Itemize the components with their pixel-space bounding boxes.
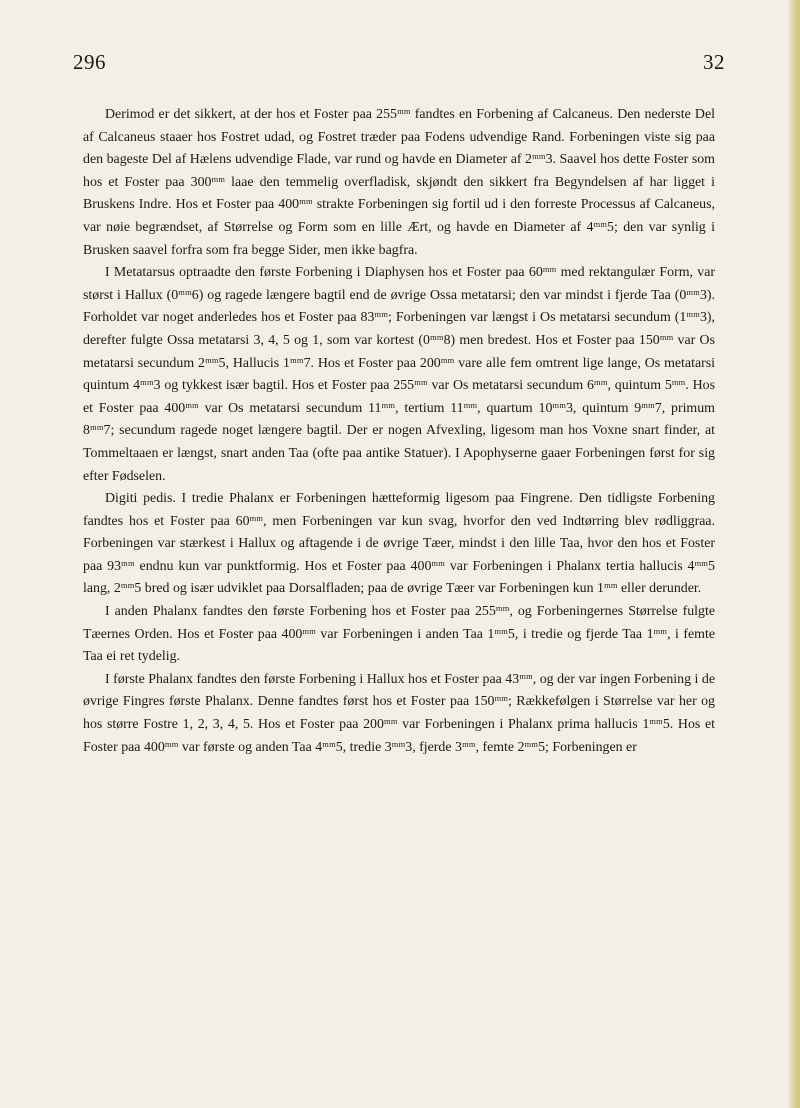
- paragraph-calcaneus: Derimod er det sikkert, at der hos et Foster paa 255ᵐᵐ fandtes en Forbening af Calcaneus. Den nederste Del af Calcaneus staaer hos Fostret udad, og Fostret træder paa Fodens udvendige Rand. Forbeningen viste sig paa den bageste Del af Hælens udvendige Flade, var rund og havde en Diameter af 2ᵐᵐ3. Saavel hos dette Foster som hos et Foster paa 300ᵐᵐ laae den temmelig overfladisk, skjøndt den sikkert fra Begyndelsen af har ligget i Bruskens Indre. Hos et Foster paa 400ᵐᵐ strakte Forbeningen sig fortil ud i den forreste Processus af Calcaneus, var nøie begrændset, af Størrelse og Form som en lille Ært, og havde en Diameter af 4ᵐᵐ5; den var synlig i Brusken saavel forfra som fra begge Sider, men ikke bagfra.: [83, 107, 715, 258]
- paragraph-forste-phalanx: I første Phalanx fandtes den første Forbening i Hallux hos et Foster paa 43ᵐᵐ, og der var ingen Forbening i de øvrige Fingres første Phalanx. Denne fandtes først hos et Foster paa 150ᵐᵐ; Rækkefølgen i Størrelse var her og hos større Fostre 1, 2, 3, 4, 5. Hos et Foster paa 200ᵐᵐ var Forbeningen i Phalanx prima hallucis 1ᵐᵐ5. Hos et Foster paa 400ᵐᵐ var første og anden Taa 4ᵐᵐ5, tredie 3ᵐᵐ3, fjerde 3ᵐᵐ, femte 2ᵐᵐ5; Forbeningen er: [83, 671, 715, 755]
- body-text: [83, 104, 715, 759]
- page-edge-shadow: [788, 0, 800, 1108]
- paragraph-digiti-pedis: Digiti pedis. I tredie Phalanx er Forbeningen hætteformig ligesom paa Fingrene. Den tidligste Forbening fandtes hos et Foster paa 60ᵐᵐ, men Forbeningen var kun svag, hvorfor den ved Indtørring blev rødliggraa. Forbeningen var stærkest i Hallux og aftagende i de øvrige Tæer, mindst i den lille Taa, hvor den hos et Foster paa 93ᵐᵐ endnu kun var punktformig. Hos et Foster paa 400ᵐᵐ var Forbeningen i Phalanx tertia hallucis 4ᵐᵐ5 lang, 2ᵐᵐ5 bred og især udviklet paa Dorsalfladen; paa de øvrige Tæer var Forbeningen kun 1ᵐᵐ eller derunder.: [83, 491, 715, 597]
- paragraph-metatarsus: I Metatarsus optraadte den første Forbening i Diaphysen hos et Foster paa 60ᵐᵐ med rektangulær Form, var størst i Hallux (0ᵐᵐ6) og ragede længere bagtil end de øvrige Ossa metatarsi; den var mindst i fjerde Taa (0ᵐᵐ3). Forholdet var noget anderledes hos et Foster paa 83ᵐᵐ; Forbeningen var længst i Os metatarsi secundum (1ᵐᵐ3), derefter fulgte Ossa metatarsi 3, 4, 5 og 1, som var kortest (0ᵐᵐ8) men bredest. Hos et Foster paa 150ᵐᵐ var Os metatarsi secundum 2ᵐᵐ5, Hallucis 1ᵐᵐ7. Hos et Foster paa 200ᵐᵐ vare alle fem omtrent lige lange, Os metatarsi quintum 4ᵐᵐ3 og tykkest især bagtil. Hos et Foster paa 255ᵐᵐ var Os metatarsi secundum 6ᵐᵐ, quintum 5ᵐᵐ. Hos et Foster paa 400ᵐᵐ var Os metatarsi secundum 11ᵐᵐ, tertium 11ᵐᵐ, quartum 10ᵐᵐ3, quintum 9ᵐᵐ7, primum 8ᵐᵐ7; secundum ragede noget længere bagtil. Der er nogen Afvexling, ligesom man hos Voxne snart finder, at Tommeltaaen er længst, snart anden Taa (ofte paa antike Statuer). I Apophyserne gaaer Forbeningen først for sig efter Fødselen.: [83, 265, 715, 484]
- page-number-left: 296: [73, 50, 106, 74]
- page-number-right: 32: [703, 50, 725, 74]
- page-header: [73, 50, 725, 75]
- paragraph-anden-phalanx: I anden Phalanx fandtes den første Forbening hos et Foster paa 255ᵐᵐ, og Forbeningernes Størrelse fulgte Tæernes Orden. Hos et Foster paa 400ᵐᵐ var Forbeningen i anden Taa 1ᵐᵐ5, i tredie og fjerde Taa 1ᵐᵐ, i femte Taa ei ret tydelig.: [83, 604, 715, 665]
